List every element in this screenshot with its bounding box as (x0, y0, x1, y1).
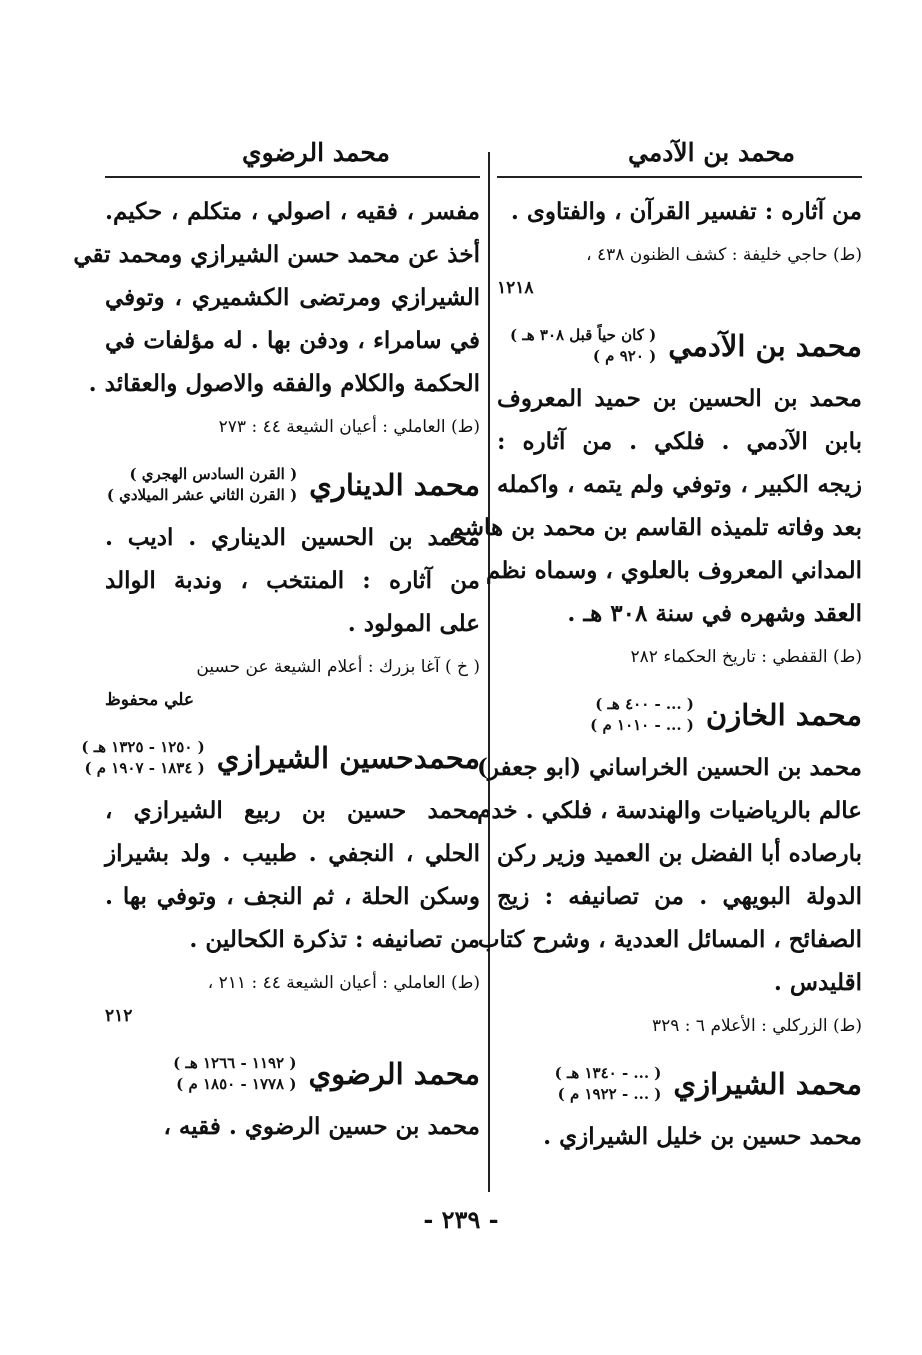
date-line: ( القرن السادس الهجري ) (129, 465, 298, 483)
text-line: وسكن الحلة ، ثم النجف ، وتوفي بها . (105, 883, 480, 910)
reference-continuation: علي محفوظ (105, 690, 195, 710)
text-line: الصفائح ، المسائل العددية ، وشرح كتاب (477, 926, 862, 953)
text-line: محمد بن حسين الرضوي . فقيه ، (163, 1113, 480, 1140)
reference-text: ( خ ) آغا بزرك : أعلام الشيعة عن حسين (196, 657, 480, 677)
entry-heading (497, 1063, 862, 1105)
header-rule-right (497, 176, 862, 178)
text-line: من تصانيفه : تذكرة الكحالين . (189, 926, 480, 953)
text-line: الحلي ، النجفي . طبيب . ولد بشيراز (105, 840, 480, 867)
page-number: - ٢٣٩ - (423, 1205, 499, 1234)
text-line: محمد حسين بن خليل الشيرازي . (543, 1123, 862, 1150)
source-reference (497, 641, 862, 674)
entry-name: محمد الرضوي (308, 1057, 480, 1091)
text-line: العقد وشهره في سنة ٣٠٨ هـ . (567, 600, 862, 627)
entry-heading (497, 325, 862, 367)
reference-text: (ط) العاملي : أعيان الشيعة ٤٤ : ٢١١ ، (207, 973, 480, 993)
entry-dates (173, 1053, 296, 1095)
entry-dates (555, 1063, 662, 1105)
text-line: الدولة البويهي . من تصانيفه : زيج (497, 883, 862, 910)
column-divider (488, 152, 490, 1192)
date-line: ( ... - ١٣٤٠ هـ ) (554, 1064, 662, 1082)
entry-dates (107, 464, 297, 506)
text-line: على المولود . (347, 610, 480, 637)
text-line: محمد بن الحسين بن حميد المعروف (497, 385, 862, 412)
entry-name: محمد الشيرازي (673, 1067, 862, 1101)
text-line: بعد وفاته تلميذه القاسم بن محمد بن هاشم (449, 514, 862, 541)
text-line: أخذ عن محمد حسن الشيرازي ومحمد تقي (73, 241, 480, 268)
text-line: من آثاره : تفسير القرآن ، والفتاوى . (510, 198, 862, 225)
date-line: ( ١١٩٢ - ١٢٦٦ هـ ) (173, 1054, 297, 1072)
text-line: الشيرازي ومرتضى الكشميري ، وتوفي (105, 284, 480, 311)
entry-dates (590, 694, 694, 736)
entry-dates (81, 737, 204, 779)
entry-heading (81, 737, 480, 779)
reference-text: (ط) الزركلي : الأعلام ٦ : ٣٢٩ (651, 1016, 862, 1036)
entry-name: محمد بن الآدمي (668, 329, 862, 363)
entry-name: محمد الديناري (309, 468, 480, 502)
text-line: محمد حسين بن ربيع الشيرازي ، (105, 797, 480, 824)
text-line: محمد بن الحسين الديناري . اديب . (105, 524, 480, 551)
source-reference (105, 411, 480, 444)
right-column (449, 190, 862, 1158)
date-line: ( ... - ٤٠٠ هـ ) (595, 695, 694, 713)
source-reference (497, 1010, 862, 1043)
text-line: في سامراء ، ودفن بها . له مؤلفات في (105, 327, 480, 354)
text-line: اقليدس . (773, 969, 862, 996)
entry-name: محمدحسين الشيرازي (216, 741, 480, 775)
source-reference (497, 239, 862, 305)
entry-dates (510, 325, 656, 367)
date-line: ( ... - ١٩٢٢ م ) (557, 1085, 662, 1103)
date-line: ( القرن الثاني عشر الميلادي ) (106, 486, 298, 504)
entry-heading (105, 464, 480, 506)
date-line: ( ... - ١٠١٠ م ) (590, 716, 694, 734)
source-reference (105, 967, 480, 1033)
reference-continuation: ١٢١٨ (497, 278, 534, 298)
text-line: عالم بالرياضيات والهندسة ، فلكي . خدم (477, 797, 862, 824)
reference-text: (ط) العاملي : أعيان الشيعة ٤٤ : ٢٧٣ (218, 417, 480, 437)
reference-text: (ط) حاجي خليفة : كشف الظنون ٤٣٨ ، (586, 245, 862, 265)
date-line: ( ١٧٧٨ - ١٨٥٠ م ) (176, 1075, 297, 1093)
date-line: ( ١٢٥٠ - ١٣٢٥ هـ ) (81, 738, 205, 756)
left-column (73, 190, 480, 1148)
text-line: زيجه الكبير ، وتوفي ولم يتمه ، واكمله (497, 471, 862, 498)
text-line: من آثاره : المنتخب ، وندبة الوالد (105, 567, 480, 594)
running-head-left: محمد الرضوي (242, 138, 390, 167)
entry-heading (105, 1053, 480, 1095)
reference-continuation: ٢١٢ (105, 1006, 133, 1026)
text-line: المداني المعروف بالعلوي ، وسماه نظم (486, 557, 862, 584)
text-line: مفسر ، فقيه ، اصولي ، متكلم ، حكيم. (105, 198, 480, 225)
text-line: الحكمة والكلام والفقه والاصول والعقائد . (88, 370, 480, 397)
entry-name: محمد الخازن (705, 698, 862, 732)
entry-heading (497, 694, 862, 736)
text-line: محمد بن الحسين الخراساني (ابو جعفر) (477, 754, 862, 781)
source-reference (105, 651, 480, 717)
header-rule-left (105, 176, 480, 178)
date-line: ( كان حياً قبل ٣٠٨ هـ ) (510, 326, 657, 344)
text-line: بابن الآدمي . فلكي . من آثاره : (497, 428, 862, 455)
running-head-right: محمد بن الآدمي (628, 138, 796, 167)
date-line: ( ١٨٣٤ - ١٩٠٧ م ) (84, 759, 205, 777)
reference-text: (ط) القفطي : تاريخ الحكماء ٢٨٢ (630, 647, 862, 667)
text-line: بارصاده أبا الفضل بن العميد وزير ركن (496, 840, 862, 867)
date-line: ( ٩٢٠ م ) (592, 347, 657, 365)
